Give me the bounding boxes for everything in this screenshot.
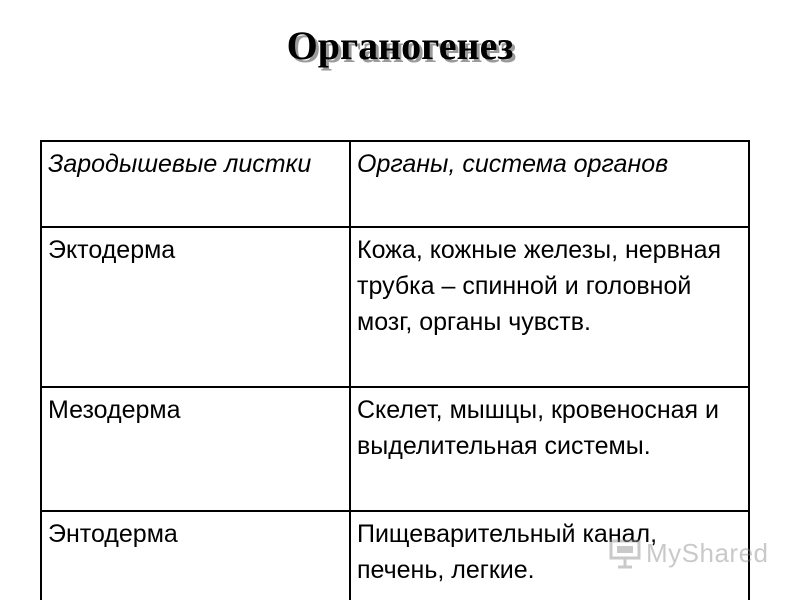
layer-cell: Мезодерма (41, 387, 350, 511)
organs-cell: Пищеварительный канал, печень, легкие. (350, 511, 749, 600)
watermark (608, 538, 769, 569)
layer-cell: Энтодерма (41, 511, 350, 600)
presentation-board-icon (608, 539, 642, 569)
organs-cell: Кожа, кожные железы, нервная трубка – спинной и головной мозг, органы чувств. (350, 227, 749, 387)
header-germ-layers: Зародышевые листки (41, 141, 350, 227)
table-row (41, 227, 749, 387)
organs-cell: Скелет, мышцы, кровеносная и выделительная системы. (350, 387, 749, 511)
table-header-row (41, 141, 749, 227)
table-row (41, 387, 749, 511)
watermark-text: MyShared (646, 538, 769, 568)
header-organs: Органы, система органов (350, 141, 749, 227)
organogenesis-table (40, 140, 750, 600)
slide-title: Органогенез (286, 23, 514, 68)
layer-cell: Эктодерма (41, 227, 350, 387)
